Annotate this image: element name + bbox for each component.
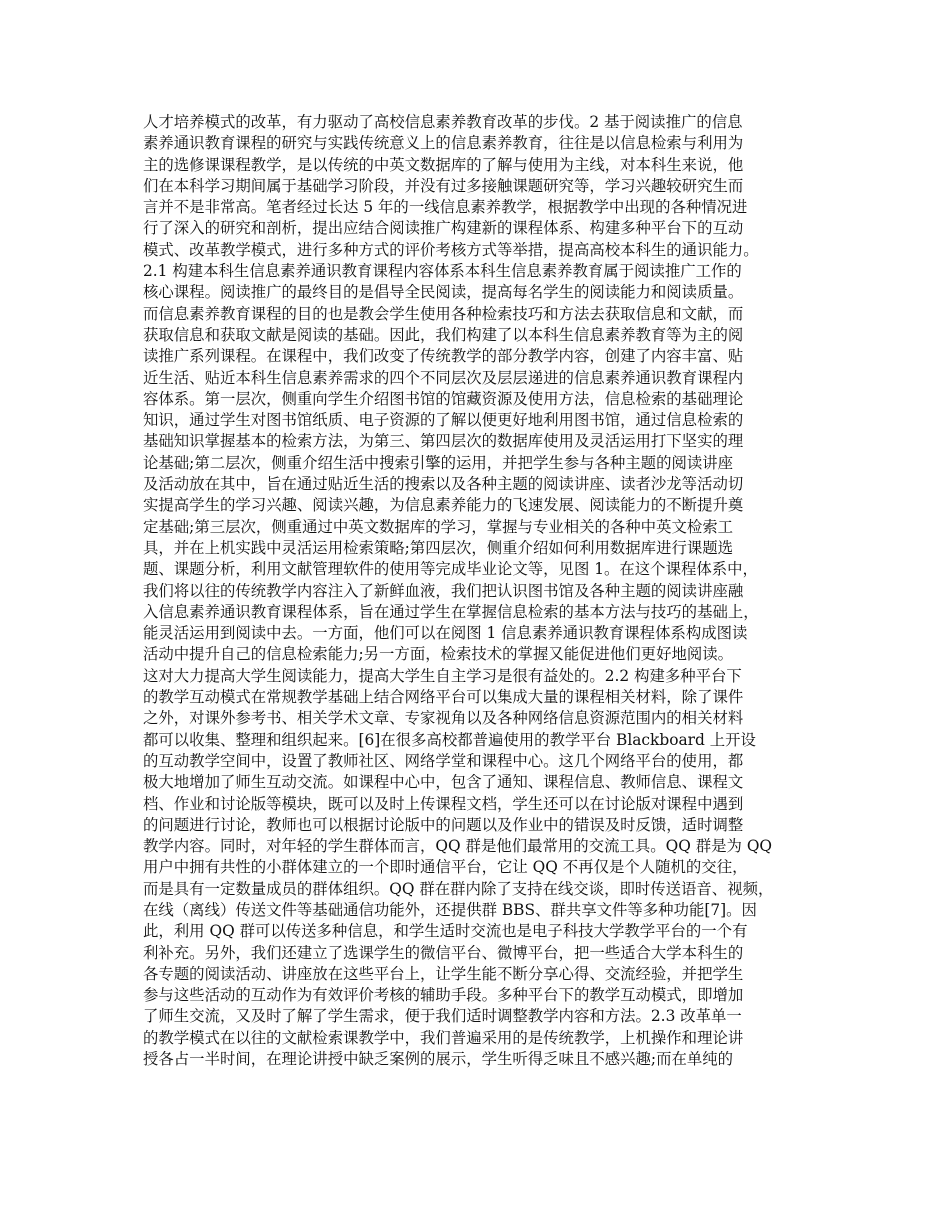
text-line: 2.1 构建本科生信息素养通识教育课程内容体系本科生信息素养教育属于阅读推广工作的 [143,262,742,281]
text-line: 行了深入的研究和剖析，提出应结合阅读推广构建新的课程体系、构建多种平台下的互动 [143,219,744,238]
text-line: 而是具有一定数量成员的群体组织。QQ 群在群内除了支持在线交谈，即时传送语音、视频， [143,879,774,898]
text-line: 的教学互动模式在常规教学基础上结合网络平台可以集成大量的课程相关材料，除了课件 [143,688,744,707]
body-text [143,112,823,1070]
text-line: 利补充。另外，我们还建立了选课学生的微信平台、微博平台，把一些适合大学本科生的 [143,943,744,962]
text-line: 获取信息和获取文献是阅读的基础。因此，我们构建了以本科生信息素养教育等为主的阅 [143,325,744,344]
text-line: 定基础;第三层次，侧重通过中英文数据库的学习，掌握与专业相关的各种中英文检索工 [143,517,734,536]
text-line: 此，利用 QQ 群可以传送多种信息，和学生适时交流也是电子科技大学教学平台的一个有 [143,922,748,941]
text-line: 用户中拥有共性的小群体建立的一个即时通信平台，它让 QQ 不再仅是个人随机的交往， [143,858,748,877]
text-line: 模式、改革教学模式，进行多种方式的评价考核方式等举措，提高高校本科生的通识能力。 [143,240,759,259]
text-line: 人才培养模式的改革，有力驱动了高校信息素养教育改革的步伐。2 基于阅读推广的信息 [143,113,743,131]
text-line: 具，并在上机实践中灵活运用检索策略;第四层次，侧重介绍如何利用数据库进行课题选 [143,538,734,557]
text-line: 都可以收集、整理和组织起来。[6]在很多高校都普遍使用的教学平台 Blackboard 上开设 [143,730,756,749]
text-line: 而信息素养教育课程的目的也是教会学生使用各种检索技巧和方法去获取信息和文献，而 [143,304,744,323]
text-line: 档、作业和讨论版等模块，既可以及时上传课程文档，学生还可以在讨论版对课程中遇到 [143,794,744,813]
text-line: 主的选修课课程教学，是以传统的中英文数据库的了解与使用为主线，对本科生来说，他 [143,155,744,174]
text-line: 之外，对课外参考书、相关学术文章、专家视角以及各种网络信息资源范围内的相关材料 [143,709,744,728]
text-line: 们在本科学习期间属于基础学习阶段，并没有过多接触课题研究等，学习兴趣较研究生而 [143,176,744,195]
text-line: 论基础;第二层次，侧重介绍生活中搜索引擎的运用，并把学生参与各种主题的阅读讲座 [143,453,734,472]
text-line: 的教学模式在以往的文献检索课教学中，我们普遍采用的是传统教学，上机操作和理论讲 [143,1028,744,1047]
text-line: 的互动教学空间中，设置了教师社区、网络学堂和课程中心。这几个网络平台的使用，都 [143,751,744,770]
text-line: 实提高学生的学习兴趣、阅读兴趣，为信息素养能力的飞速发展、阅读能力的不断提升奠 [143,496,744,515]
text-line: 这对大力提高大学生阅读能力，提高大学生自主学习是很有益处的。2.2 构建多种平台下 [143,666,742,685]
text-line: 教学内容。同时，对年轻的学生群体而言，QQ 群是他们最常用的交流工具。QQ 群是为 QQ [143,837,773,856]
text-line: 我们将以往的传统教学内容注入了新鲜血液，我们把认识图书馆及各种主题的阅读讲座融 [143,581,744,600]
text-line: 能灵活运用到阅读中去。一方面，他们可以在阅图 1 信息素养通识教育课程体系构成图读 [143,624,748,643]
text-line: 素养通识教育课程的研究与实践传统意义上的信息素养教育，往往是以信息检索与利用为 [143,134,744,153]
text-line: 入信息素养通识教育课程体系，旨在通过学生在掌握信息检索的基本方法与技巧的基础上， [143,602,759,621]
text-line: 近生活、贴近本科生信息素养需求的四个不同层次及层层递进的信息素养通识教育课程内 [143,368,744,387]
text-line: 知识，通过学生对图书馆纸质、电子资源的了解以便更好地利用图书馆，通过信息检索的 [143,411,744,430]
text-line: 言并不是非常高。笔者经过长达 5 年的一线信息素养教学，根据教学中出现的各种情况进 [143,198,748,217]
text-line: 参与这些活动的互动作为有效评价考核的辅助手段。多种平台下的教学互动模式，即增加 [143,986,744,1005]
text-line: 及活动放在其中，旨在通过贴近生活的搜索以及各种主题的阅读讲座、读者沙龙等活动切 [143,475,744,494]
text-line: 容体系。第一层次，侧重向学生介绍图书馆的馆藏资源及使用方法，信息检索的基础理论 [143,389,744,408]
text-line: 基础知识掌握基本的检索方法，为第三、第四层次的数据库使用及灵活运用打下坚实的理 [143,432,744,451]
text-line: 读推广系列课程。在课程中，我们改变了传统教学的部分教学内容，创建了内容丰富、贴 [143,347,744,366]
text-line: 授各占一半时间，在理论讲授中缺乏案例的展示，学生听得乏味且不感兴趣;而在单纯的 [143,1050,734,1069]
text-line: 的问题进行讨论，教师也可以根据讨论版中的问题以及作业中的错误及时反馈，适时调整 [143,815,744,834]
text-line: 活动中提升自己的信息检索能力;另一方面，检索技术的掌握又能促进他们更好地阅读。 [143,645,734,664]
text-line: 在线（离线）传送文件等基础通信功能外，还提供群 BBS、群共享文件等多种功能[7]。因 [143,900,757,919]
text-line: 核心课程。阅读推广的最终目的是倡导全民阅读，提高每名学生的阅读能力和阅读质量。 [143,283,744,302]
text-line: 了师生交流，又及时了解了学生需求，便于我们适时调整教学内容和方法。2.3 改革单一 [143,1007,742,1026]
text-line: 极大地增加了师生互动交流。如课程中心中，包含了通知、课程信息、教师信息、课程文 [143,773,744,792]
text-line: 各专题的阅读活动、讲座放在这些平台上，让学生能不断分享心得、交流经验，并把学生 [143,964,744,983]
text-line: 题、课题分析，利用文献管理软件的使用等完成毕业论文等，见图 1。在这个课程体系中， [143,560,758,579]
